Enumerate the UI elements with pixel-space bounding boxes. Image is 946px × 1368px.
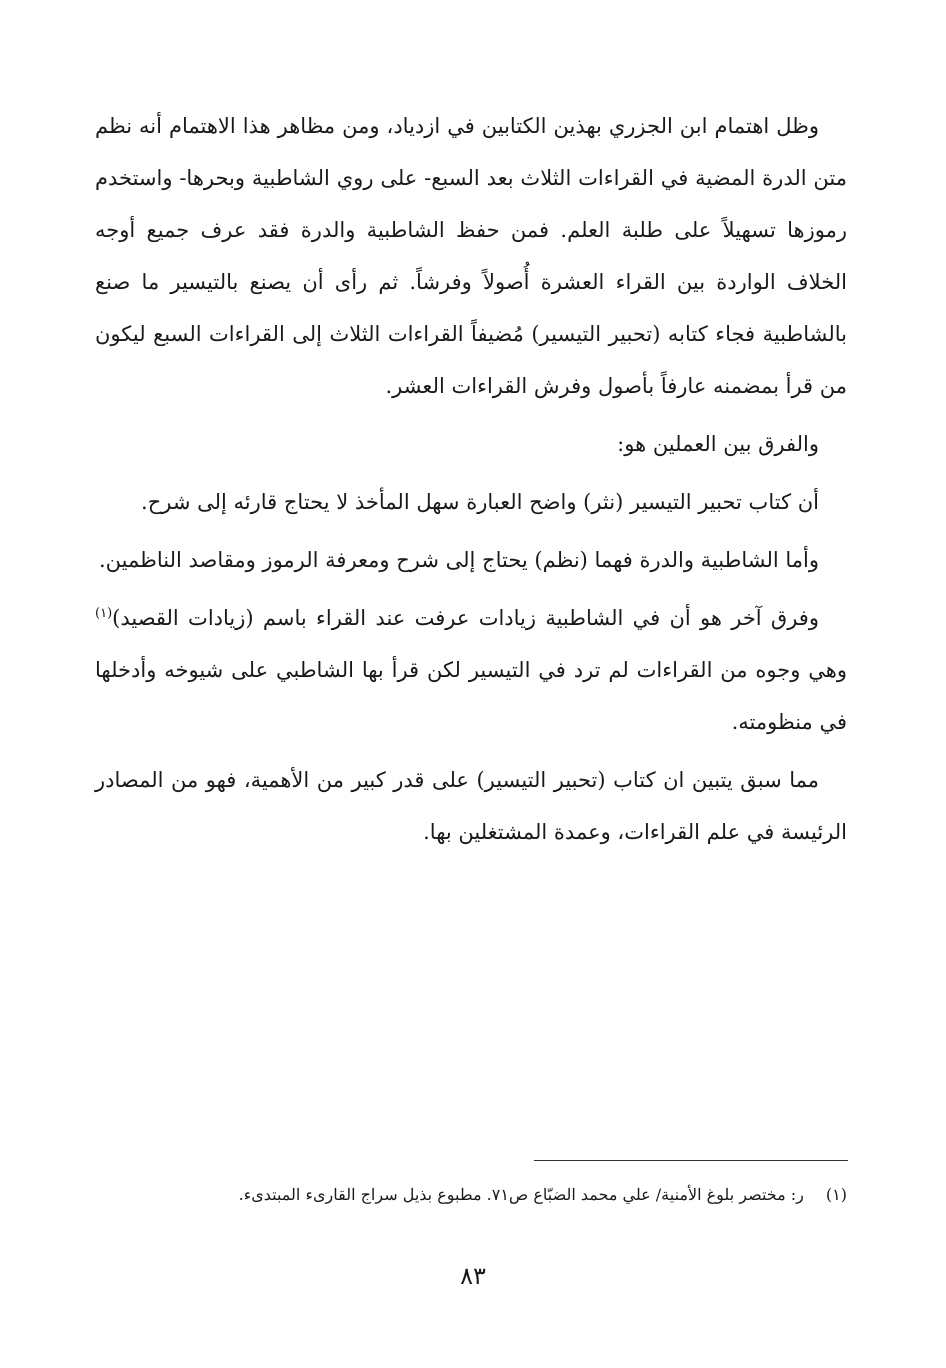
footnote-reference: (١) xyxy=(95,606,113,621)
page-number: ٨٣ xyxy=(460,1262,486,1290)
paragraph-difference-prose: أن كتاب تحبير التيسير (نثر) واضح العبارة سهل المأخذ لا يحتاج قارئه إلى شرح. xyxy=(141,490,819,514)
footnote-number: (١) xyxy=(825,1185,847,1204)
paragraph-additions-part-2: وهي وجوه من القراءات لم ترد في التيسير لكن قرأ بها الشاطبي على شيوخه وأدخلها في منظومته. xyxy=(95,658,847,734)
footnote-divider xyxy=(534,1160,848,1161)
main-text xyxy=(95,100,847,858)
footnote-text: ر: مختصر بلوغ الأمنية/ علي محمد الضبّاع ص٧١. مطبوع بذيل سراج القارىء المبتدىء. xyxy=(238,1185,804,1204)
paragraph-conclusion: مما سبق يتبين ان كتاب (تحبير التيسير) على قدر كبير من الأهمية، فهو من المصادر الرئيسة في علم القراءات، وعمدة المشتغلين بها. xyxy=(95,768,847,844)
paragraph-intro: وظل اهتمام ابن الجزري بهذين الكتابين في ازدياد، ومن مظاهر هذا الاهتمام أنه نظم متن الدرة المضية في القراءات الثلاث بعد السبع- على روي الشاطبية وبحرها- واستخدم رموزها تسهيلاً على طلبة العلم. فمن حفظ الشاطبية والدرة فقد عرف جميع أوجه الخلاف الواردة بين القراء العشرة أُصولاً وفرشاً. ثم رأى أن يصنع بالتيسير ما صنع بالشاطبية فجاء كتابه (تحبير التيسير) مُضيفاً القراءات الثلاث إلى القراءات السبع ليكون من قرأ بمضمنه عارفاً بأصول وفرش القراءات العشر. xyxy=(95,114,847,398)
paragraph-difference-heading: والفرق بين العملين هو: xyxy=(617,432,819,456)
footnote xyxy=(95,1180,847,1210)
paragraph-additions xyxy=(95,592,847,748)
paragraph-additions-part-1: وفرق آخر هو أن في الشاطبية زيادات عرفت عند القراء باسم (زيادات القصيد) xyxy=(112,606,819,630)
paragraph-difference-verse: وأما الشاطبية والدرة فهما (نظم) يحتاج إلى شرح ومعرفة الرموز ومقاصد الناظمين. xyxy=(98,548,819,572)
